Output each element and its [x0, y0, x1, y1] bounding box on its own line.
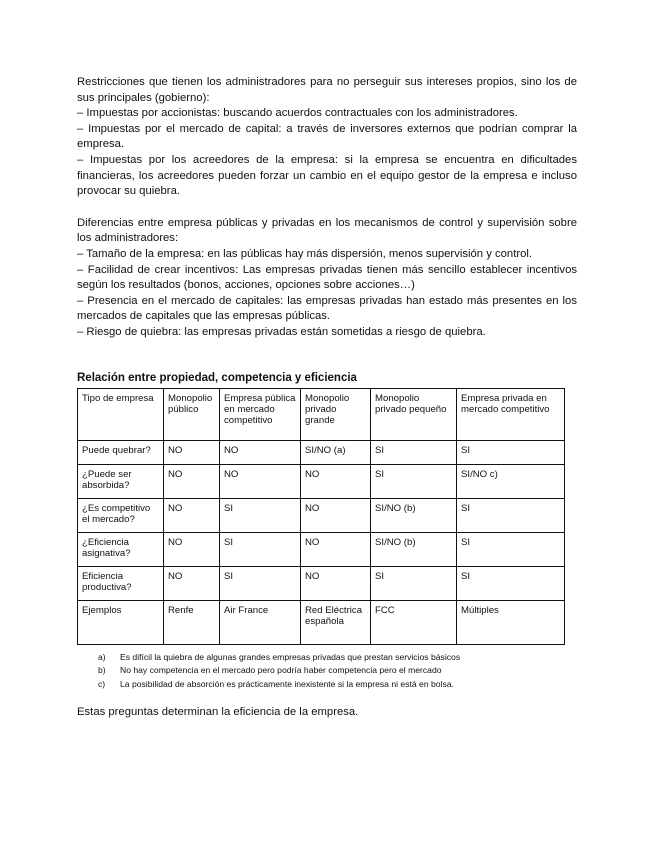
footnote-text: Es difícil la quiebra de algunas grandes empresas privadas que prestan servicios básicos — [120, 652, 461, 662]
footnote — [98, 651, 460, 664]
table-cell: Múltiples — [457, 601, 565, 645]
table-cell: Renfe — [164, 601, 220, 645]
table-cell: SI — [371, 567, 457, 601]
column-header: Monopolio público — [164, 389, 220, 441]
difference-item: – Presencia en el mercado de capitales: las empresas privadas han estado más presentes en los mercados de capitales que las empresas públicas. — [77, 294, 577, 323]
row-label: Eficiencia productiva? — [78, 567, 164, 601]
restrictions-section — [77, 75, 577, 200]
footnote-text: No hay competencia en el mercado pero podría haber competencia pero el mercado — [120, 665, 442, 676]
table-cell: NO — [301, 499, 371, 533]
difference-item: – Tamaño de la empresa: en las públicas hay más dispersión, menos supervisión y control. — [77, 247, 533, 260]
table-cell: Red Eléctrica española — [301, 601, 371, 645]
row-label: Puede quebrar? — [78, 441, 164, 465]
restrictions-intro: Restricciones que tienen los administradores para no perseguir sus intereses propios, sino los de sus principales (gobierno): — [77, 76, 577, 104]
table-cell: Air France — [220, 601, 301, 645]
table-cell: SI — [457, 499, 565, 533]
footnote — [98, 678, 460, 691]
column-header: Empresa privada en mercado competitivo — [457, 389, 565, 441]
closing-sentence: Estas preguntas determinan la eficiencia de la empresa. — [77, 706, 359, 718]
difference-item: – Riesgo de quiebra: las empresas privadas están sometidas a riesgo de quiebra. — [77, 325, 486, 338]
ownership-efficiency-table — [77, 388, 565, 645]
row-label: ¿Es competitivo el mercado? — [78, 499, 164, 533]
table-cell: NO — [164, 567, 220, 601]
table-cell: SI — [457, 567, 565, 601]
table-cell: SI — [457, 441, 565, 465]
table-cell: NO — [301, 465, 371, 499]
table-cell: NO — [164, 533, 220, 567]
table-cell: SI/NO (a) — [301, 441, 371, 465]
table-cell: SI — [371, 465, 457, 499]
column-header: Monopolio privado grande — [301, 389, 371, 441]
table-cell: SI — [220, 533, 301, 567]
table-cell: SI — [371, 441, 457, 465]
differences-intro: Diferencias entre empresa públicas y privadas en los mecanismos de control y supervisión sobre los administradores: — [77, 216, 577, 245]
row-label: ¿Puede ser absorbida? — [78, 465, 164, 499]
table-row — [78, 567, 565, 601]
table-row — [78, 601, 565, 645]
table-row — [78, 499, 565, 533]
difference-item: – Facilidad de crear incentivos: Las empresas privadas tienen más sencillo establecer incentivos según los resultados (bonos, acciones, opciones sobre acciones…) — [77, 263, 577, 292]
table-cell: SI — [220, 499, 301, 533]
table-cell: NO — [301, 567, 371, 601]
table-cell: FCC — [371, 601, 457, 645]
table-cell: SI — [220, 567, 301, 601]
footnote-text: La posibilidad de absorción es prácticamente inexistente si la empresa ni está en bolsa. — [120, 678, 454, 689]
document-body — [77, 75, 577, 341]
table-footnotes — [98, 651, 460, 691]
row-label: ¿Eficiencia asignativa? — [78, 533, 164, 567]
table-row — [78, 533, 565, 567]
table-cell: NO — [164, 465, 220, 499]
table-cell: NO — [164, 499, 220, 533]
table-header-row — [78, 389, 565, 441]
restriction-item: – Impuestas por accionistas: buscando acuerdos contractuales con los administradores. — [77, 107, 518, 120]
table-cell: NO — [301, 533, 371, 567]
table-cell: SI/NO (b) — [371, 533, 457, 567]
row-label: Ejemplos — [78, 601, 164, 645]
restriction-item: – Impuestas por el mercado de capital: a través de inversores externos que podrían comprar la empresa. — [77, 122, 577, 151]
differences-section — [77, 216, 577, 341]
footnote-marker: c) — [98, 678, 106, 689]
table-row — [78, 441, 565, 465]
column-header: Empresa pública en mercado competitivo — [220, 389, 301, 441]
restriction-item: – Impuestas por los acreedores de la empresa: si la empresa se encuentra en dificultades financieras, los acreedores pueden forzar un cambio en el equipo gestor de la empresa e incluso provocar su quiebra. — [77, 153, 577, 198]
table-cell: NO — [164, 441, 220, 465]
table-title: Relación entre propiedad, competencia y eficiencia — [77, 372, 357, 384]
column-header: Tipo de empresa — [78, 389, 164, 441]
footnote-marker: b) — [98, 665, 106, 676]
table-row — [78, 465, 565, 499]
table-cell: NO — [220, 465, 301, 499]
table-cell: NO — [220, 441, 301, 465]
column-header: Monopolio privado pequeño — [371, 389, 457, 441]
section-spacer — [77, 200, 577, 216]
footnote-marker: a) — [98, 652, 106, 662]
table-cell: SI — [457, 533, 565, 567]
table-cell: SI/NO c) — [457, 465, 565, 499]
footnote — [98, 664, 460, 677]
table-cell: SI/NO (b) — [371, 499, 457, 533]
